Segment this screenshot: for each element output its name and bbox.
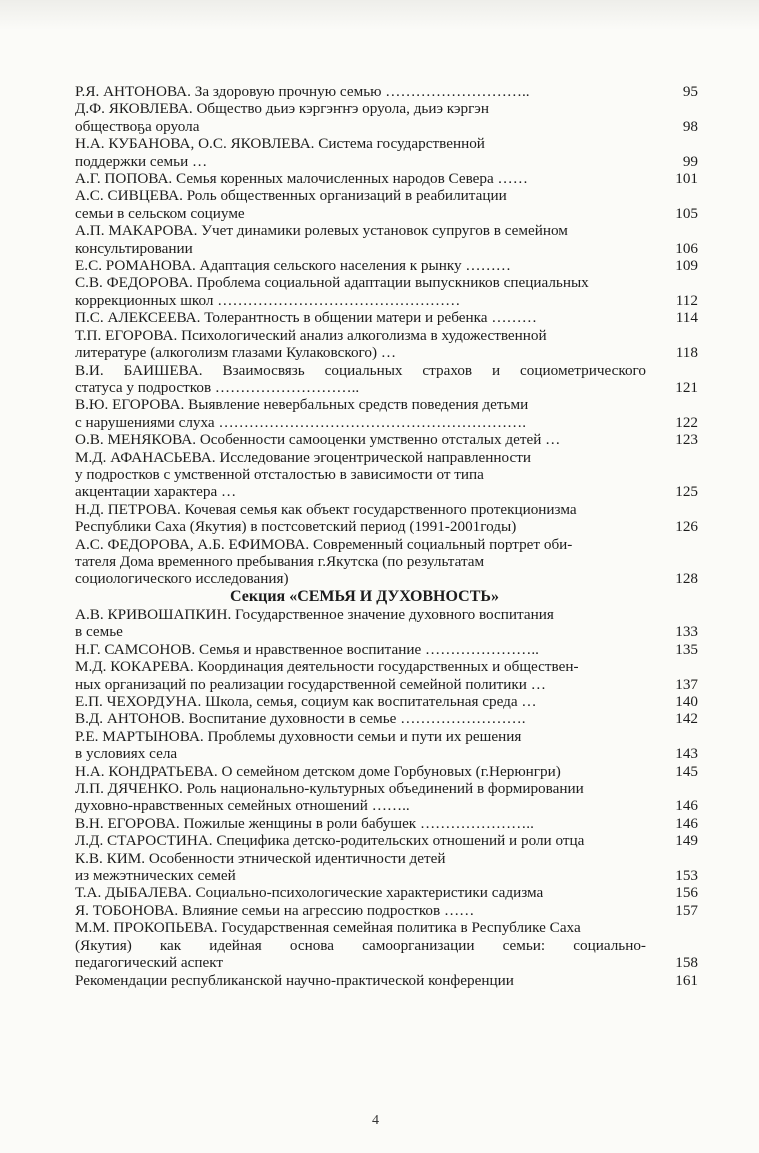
toc-entry-title <box>75 902 664 919</box>
toc-entry <box>75 972 698 989</box>
toc-entry-line: Н.А. КОНДРАТЬЕВА. О семейном детском доме Горбуновых (г.Нерюнгри) <box>75 762 561 780</box>
toc-entry-page: 157 <box>675 901 698 919</box>
toc-entry-line: Н.А. КУБАНОВА, О.С. ЯКОВЛЕВА. Система государственной <box>75 135 485 153</box>
scan-edge-shadow <box>0 0 759 30</box>
toc-entry-line: Р.Е. МАРТЫНОВА. Проблемы духовности семьи и пути их решения <box>75 727 522 745</box>
toc-entry <box>75 170 698 187</box>
toc-entry <box>75 902 698 919</box>
toc-entry <box>75 135 698 170</box>
toc-entry-title <box>75 187 664 222</box>
toc-entry-line: В.Н. ЕГОРОВА. Пожилые женщины в роли бабушек ………………….. <box>75 814 534 832</box>
toc-entry-page: 140 <box>675 693 698 711</box>
toc-entry-line: А.С. ФЕДОРОВА, А.Б. ЕФИМОВА. Современный социальный портрет оби- <box>75 535 573 553</box>
toc-entry-title <box>75 100 664 135</box>
toc-entry-line: Н.Д. ПЕТРОВА. Кочевая семья как объект государственного протекционизма <box>75 500 577 518</box>
toc-entry <box>75 710 698 727</box>
toc-entry-title <box>75 170 664 187</box>
toc-entry-title <box>75 449 664 501</box>
toc-entry-page: 149 <box>675 832 698 850</box>
toc-entry-line: духовно-нравственных семейных отношений …….. <box>75 797 410 815</box>
toc-entry-line: В.И. БАИШЕВА. Взаимосвязь социальных страхов и социометрического <box>75 361 646 379</box>
toc-entry-title <box>75 274 664 309</box>
toc-entry-page: 118 <box>675 344 698 362</box>
toc-entry-line: статуса у подростков ……………………….. <box>75 378 360 396</box>
toc-entry-line: ных организаций по реализации государственной семейной политики … <box>75 675 546 693</box>
toc-entry <box>75 832 698 849</box>
toc-entry <box>75 763 698 780</box>
toc-entry-page: 123 <box>675 431 698 449</box>
table-of-contents <box>75 83 698 989</box>
toc-entry <box>75 327 698 362</box>
toc-entry-page: 153 <box>675 867 698 885</box>
toc-entry-page: 125 <box>675 483 698 501</box>
toc-entry-page: 146 <box>675 814 698 832</box>
toc-entry <box>75 850 698 885</box>
toc-entry-line: Р.Я. АНТОНОВА. За здоровую прочную семью ……………………….. <box>75 83 530 100</box>
toc-entry-line: К.В. КИМ. Особенности этнической идентичности детей <box>75 849 446 867</box>
toc-entry-title <box>75 606 664 641</box>
toc-entry <box>75 257 698 274</box>
toc-entry-line: В.Ю. ЕГОРОВА. Выявление невербальных средств поведения детьми <box>75 396 529 414</box>
toc-entry-page: 106 <box>675 239 698 257</box>
toc-entry-line: П.С. АЛЕКСЕЕВА. Толерантность в общении матери и ребенка ……… <box>75 309 537 327</box>
toc-entry <box>75 274 698 309</box>
toc-entry-page: 128 <box>675 570 698 588</box>
toc-entry-line: В.Д. АНТОНОВ. Воспитание духовности в семье ……………………. <box>75 710 526 728</box>
toc-entry-line: консультировании <box>75 239 193 257</box>
toc-entry-line: Л.Д. СТАРОСТИНА. Специфика детско-родительских отношений и роли отца <box>75 832 585 850</box>
toc-entry-page: 143 <box>675 745 698 763</box>
toc-entry-page: 121 <box>675 378 698 396</box>
toc-entry-line: Л.П. ДЯЧЕНКО. Роль национально-культурных объединений в формировании <box>75 780 584 798</box>
toc-entry-page: 105 <box>675 204 698 222</box>
toc-entry-title <box>75 641 664 658</box>
toc-entry-title <box>75 832 664 849</box>
toc-entry-line: социологического исследования) <box>75 570 289 588</box>
toc-entry <box>75 222 698 257</box>
toc-entry-title <box>75 658 664 693</box>
toc-entry-page: 109 <box>675 257 698 275</box>
toc-entry-page: 133 <box>675 623 698 641</box>
toc-entry-line: коррекционных школ ………………………………………… <box>75 291 461 309</box>
toc-entry-page: 161 <box>675 971 698 989</box>
toc-entry-title <box>75 83 664 100</box>
toc-entry-line: в семье <box>75 623 123 641</box>
toc-entry-page: 122 <box>675 413 698 431</box>
toc-entry-line: М.Д. АФАНАСЬЕВА. Исследование эгоцентрической направленности <box>75 448 531 466</box>
toc-entry-title <box>75 710 664 727</box>
toc-entry-title <box>75 972 664 989</box>
toc-entry <box>75 187 698 222</box>
toc-entry-page: 112 <box>675 291 698 309</box>
page-number: 4 <box>372 1113 379 1128</box>
toc-entry-line: М.М. ПРОКОПЬЕВА. Государственная семейная политика в Республике Саха <box>75 919 581 937</box>
toc-entry-page: 146 <box>675 797 698 815</box>
toc-entry <box>75 658 698 693</box>
toc-entry-line: (Якутия) как идейная основа самоорганизации семьи: социально- <box>75 936 646 954</box>
toc-entry-title <box>75 763 664 780</box>
toc-entry-title <box>75 396 664 431</box>
toc-entry-title <box>75 327 664 362</box>
toc-entry <box>75 641 698 658</box>
toc-entry-page: 95 <box>682 83 698 100</box>
toc-entry-line: Рекомендации республиканской научно-практической конференции <box>75 971 514 989</box>
toc-entry-title <box>75 362 664 397</box>
toc-entry-title <box>75 693 664 710</box>
toc-entry <box>75 309 698 326</box>
toc-entry-page: 145 <box>675 762 698 780</box>
toc-entry-page: 142 <box>675 710 698 728</box>
toc-entry-title <box>75 728 664 763</box>
toc-entry <box>75 362 698 397</box>
toc-entry <box>75 501 698 536</box>
toc-entries <box>75 83 698 588</box>
toc-entry-title <box>75 536 664 588</box>
toc-entry-line: с нарушениями слуха ……………………………………………………. <box>75 413 526 431</box>
toc-entry <box>75 780 698 815</box>
toc-entry-title <box>75 309 664 326</box>
toc-entry <box>75 815 698 832</box>
toc-entry-line: семьи в сельском социуме <box>75 204 245 222</box>
toc-entry-page: 156 <box>675 884 698 902</box>
toc-entry-line: М.Д. КОКАРЕВА. Координация деятельности государственных и обществен- <box>75 658 579 676</box>
toc-entry <box>75 919 698 971</box>
toc-entry-page: 126 <box>675 518 698 536</box>
toc-entry-title <box>75 919 664 971</box>
toc-entry-title <box>75 780 664 815</box>
toc-entry-line: А.С. СИВЦЕВА. Роль общественных организаций в реабилитации <box>75 187 507 205</box>
toc-entry-title <box>75 884 664 901</box>
toc-entry-page: 101 <box>675 170 698 188</box>
toc-entry-line: Республики Саха (Якутия) в постсоветский период (1991-2001годы) <box>75 518 517 536</box>
toc-entry-title <box>75 135 664 170</box>
toc-entry <box>75 431 698 448</box>
toc-entry-line: Е.С. РОМАНОВА. Адаптация сельского населения к рынку ……… <box>75 257 511 275</box>
toc-entry-line: Я. ТОБОНОВА. Влияние семьи на агрессию подростков …… <box>75 901 475 919</box>
toc-entry-line: у подростков с умственной отсталостью в зависимости от типа <box>75 465 484 483</box>
section-toc-entries <box>75 606 698 989</box>
toc-entry <box>75 100 698 135</box>
toc-entry <box>75 536 698 588</box>
toc-entry-page: 114 <box>675 309 698 327</box>
section-heading: Секция «СЕМЬЯ И ДУХОВНОСТЬ» <box>230 587 499 605</box>
toc-entry-line: акцентации характера … <box>75 483 237 501</box>
toc-entry-title <box>75 850 664 885</box>
toc-entry <box>75 728 698 763</box>
toc-entry-title <box>75 222 664 257</box>
toc-entry-page: 137 <box>675 675 698 693</box>
toc-entry <box>75 396 698 431</box>
toc-entry-line: педагогический аспект <box>75 954 224 972</box>
toc-entry <box>75 884 698 901</box>
toc-entry-page: 98 <box>682 117 698 135</box>
toc-entry-line: А.Г. ПОПОВА. Семья коренных малочисленных народов Севера …… <box>75 170 528 188</box>
toc-entry-line: литературе (алкоголизм глазами Кулаковского) … <box>75 344 397 362</box>
toc-entry-line: Т.П. ЕГОРОВА. Психологический анализ алкоголизма в художественной <box>75 326 547 344</box>
toc-entry-line: Е.П. ЧЕХОРДУНА. Школа, семья, социум как воспитательная среда … <box>75 693 537 711</box>
toc-entry-line: обществоҕа оруола <box>75 117 200 135</box>
toc-entry <box>75 83 698 100</box>
toc-entry-title <box>75 815 664 832</box>
toc-entry <box>75 449 698 501</box>
toc-entry-page: 99 <box>682 152 698 170</box>
toc-entry-line: поддержки семьи … <box>75 152 208 170</box>
toc-entry <box>75 693 698 710</box>
toc-entry-line: Н.Г. САМСОНОВ. Семья и нравственное воспитание ………………….. <box>75 640 539 658</box>
toc-entry-line: А.В. КРИВОШАПКИН. Государственное значение духовного воспитания <box>75 605 554 623</box>
toc-entry-title <box>75 431 664 448</box>
toc-entry-line: из межэтнических семей <box>75 867 236 885</box>
toc-entry <box>75 606 698 641</box>
toc-entry-line: Д.Ф. ЯКОВЛЕВА. Общество дьиэ кэргэҥҥэ оруола, дьиэ кэргэн <box>75 100 489 118</box>
toc-entry-line: Т.А. ДЫБАЛЕВА. Социально-психологические характеристики садизма <box>75 884 544 902</box>
toc-entry-line: С.В. ФЕДОРОВА. Проблема социальной адаптации выпускников специальных <box>75 274 589 292</box>
toc-entry-line: А.П. МАКАРОВА. Учет динамики ролевых установок супругов в семейном <box>75 222 568 240</box>
toc-entry-line: тателя Дома временного пребывания г.Якутска (по результатам <box>75 552 485 570</box>
toc-entry-title <box>75 257 664 274</box>
toc-entry-page: 135 <box>675 640 698 658</box>
toc-entry-line: в условиях села <box>75 745 178 763</box>
toc-entry-line: О.В. МЕНЯКОВА. Особенности самооценки умственно отсталых детей … <box>75 431 561 449</box>
toc-entry-page: 158 <box>675 954 698 972</box>
toc-entry-title <box>75 501 664 536</box>
